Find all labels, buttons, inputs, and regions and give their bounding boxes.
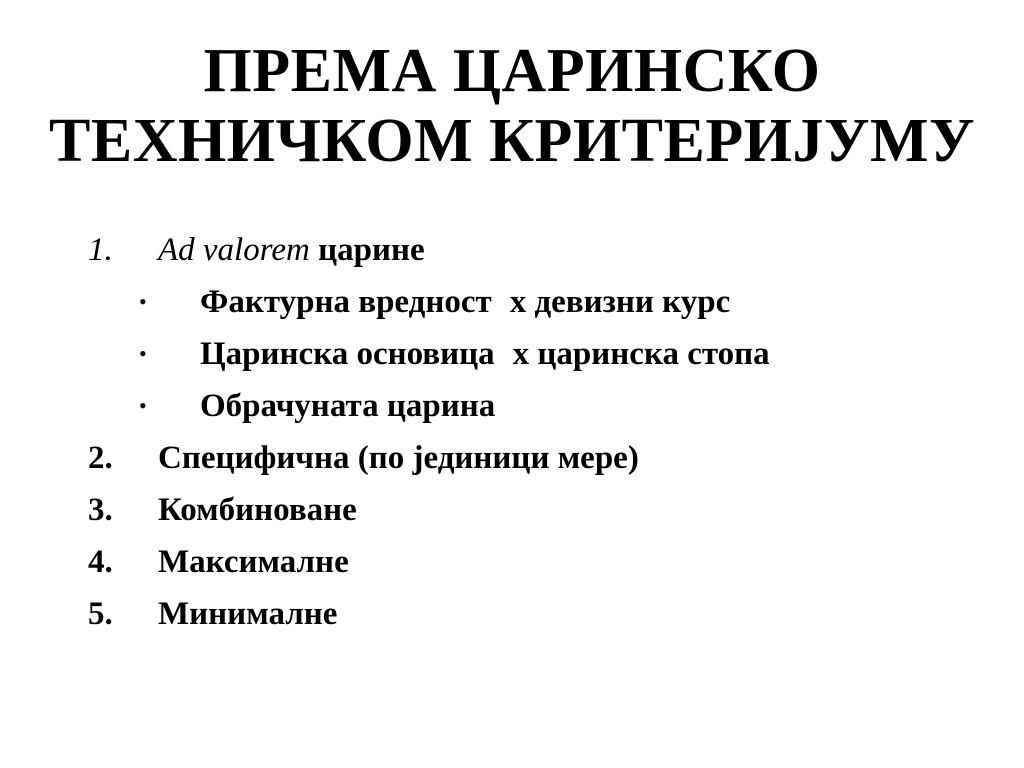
slide-title	[0, 36, 1024, 176]
sub-bullet-2-left: Царинска основица	[200, 336, 495, 372]
bullet-dot: •	[139, 393, 147, 418]
list-item-1-italic: Ad valorem	[158, 232, 310, 268]
sub-bullet-1-text	[200, 280, 730, 324]
list-item-3-number: 3.	[88, 492, 113, 528]
list-item-5-text: Минималне	[158, 596, 338, 632]
bullet-dot: •	[139, 341, 147, 366]
list-item-1-text	[158, 228, 425, 272]
sub-bullet-2-text	[200, 332, 770, 376]
list-item-2-text: Специфична (по јединици мере)	[158, 440, 639, 476]
list-item-2-number: 2.	[88, 440, 113, 476]
list-item-4-text: Максималне	[158, 544, 349, 580]
list-item-3-text: Комбиноване	[158, 492, 357, 528]
slide-title-line-2: ТЕХНИЧКОМ КРИТЕРИЈУМУ	[49, 107, 975, 175]
list-item-5-number: 5.	[88, 596, 113, 632]
bullet-dot: •	[139, 289, 147, 314]
slide-title-line-1: ПРЕМА ЦАРИНСКО	[203, 37, 821, 105]
sub-bullet-1-left: Фактурна вредност	[200, 284, 492, 320]
sub-bullet-3-text	[200, 384, 495, 428]
sub-bullet-2-right: x царинска стопа	[512, 336, 770, 372]
list-item-4-number: 4.	[88, 544, 113, 580]
list-item-1-number: 1.	[88, 232, 113, 268]
sub-bullet-3-left: Обрачуната царина	[200, 388, 496, 424]
sub-bullet-1-right: x девизни курс	[509, 284, 731, 320]
list-item-1-rest: царине	[309, 232, 425, 268]
